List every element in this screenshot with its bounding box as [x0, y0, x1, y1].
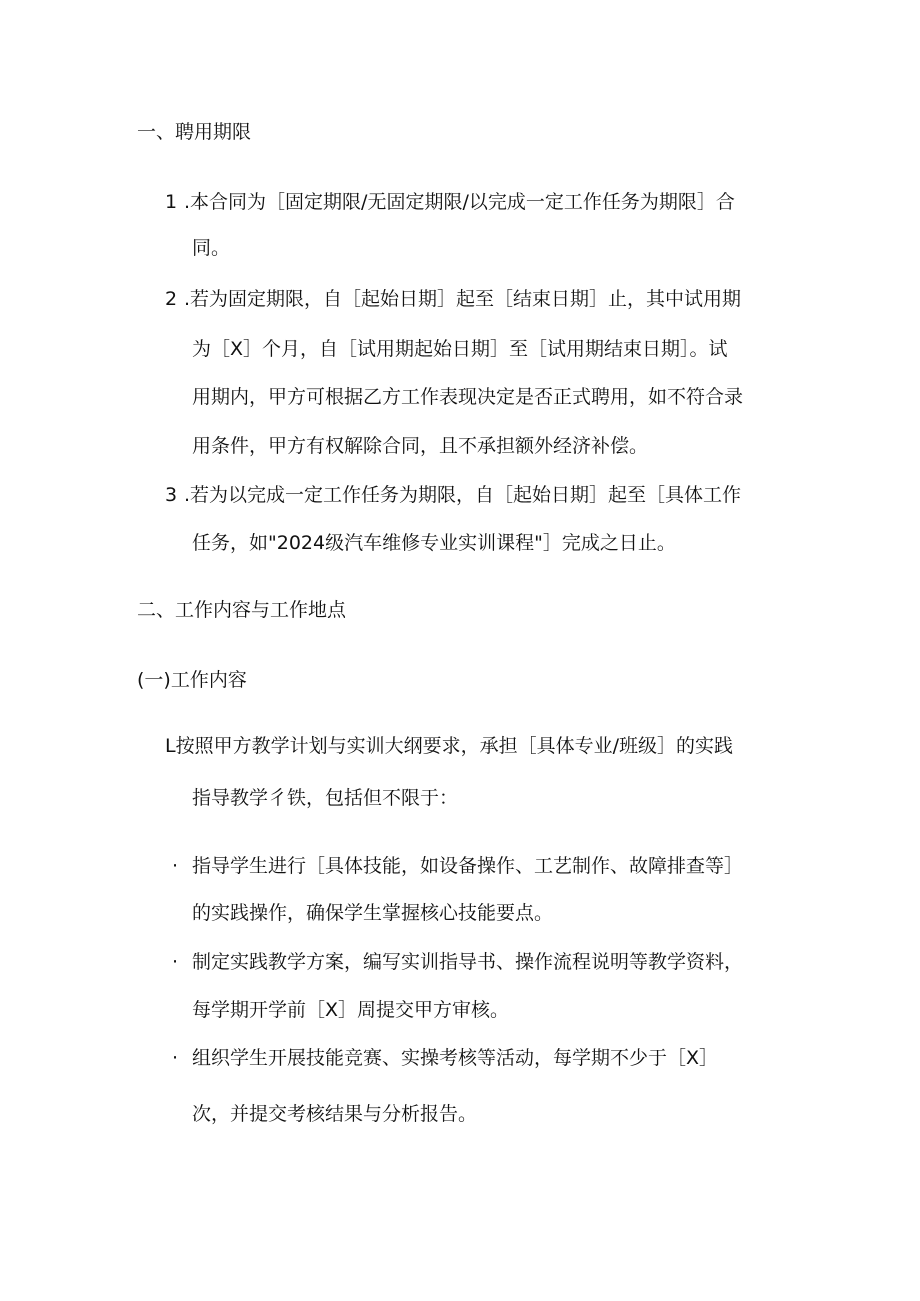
clause-number: 3 [165, 484, 178, 506]
clause-number: 1 [165, 191, 178, 213]
clause-number: 2 [165, 288, 178, 310]
paragraph-text-line: L按照甲方教学计划与实训大纲要求，承担［具体专业/班级］的实践 [165, 735, 733, 757]
bullet-marker: · [172, 1047, 179, 1069]
clause-text-line: 为［X］个月，自［试用期起始日期］至［试用期结束日期］。试 [192, 338, 728, 360]
bullet-text-line: 制定实践教学方案，编写实训指导书、操作流程说明等教学资料， [192, 951, 744, 973]
bullet-text-line: 组织学生开展技能竞赛、实操考核等活动，每学期不少于［X］ [192, 1047, 719, 1069]
bullet-marker: · [172, 855, 179, 877]
clause-text-line: 任务，如"2024级汽车维修专业实训课程"］完成之日止。 [192, 532, 676, 554]
clause-text-line: 用期内，甲方可根据乙方工作表现决定是否正式聘用，如不符合录 [192, 386, 744, 408]
bullet-marker: · [172, 951, 179, 973]
section-heading-work: 二、工作内容与工作地点 [137, 599, 347, 621]
bullet-text-line: 的实践操作，确保学生掌握核心技能要点。 [192, 902, 554, 924]
bullet-text-line: 次，并提交考核结果与分析报告。 [192, 1103, 478, 1125]
bullet-text-line: 每学期开学前［X］周提交甲方审核。 [192, 999, 510, 1021]
bullet-text-line: 指导学生进行［具体技能，如设备操作、工艺制作、故障排查等］ [192, 855, 744, 877]
clause-text-line: .若为固定期限，自［起始日期］起至［结束日期］止，其中试用期 [184, 288, 742, 310]
clause-text-line: .本合同为［固定期限/无固定期限/以完成一定工作任务为期限］合 [184, 191, 735, 213]
paragraph-text-line: 指导教学彳铁，包括但不限于： [192, 787, 459, 809]
clause-text-line: .若为以完成一定工作任务为期限，自［起始日期］起至［具体工作 [184, 484, 742, 506]
clause-text-line: 同。 [192, 237, 231, 259]
subsection-heading: (一)工作内容 [137, 669, 247, 691]
clause-text-line: 用条件，甲方有权解除合同，且不承担额外经济补偿。 [192, 435, 649, 457]
section-heading-term: 一、聘用期限 [137, 121, 252, 143]
